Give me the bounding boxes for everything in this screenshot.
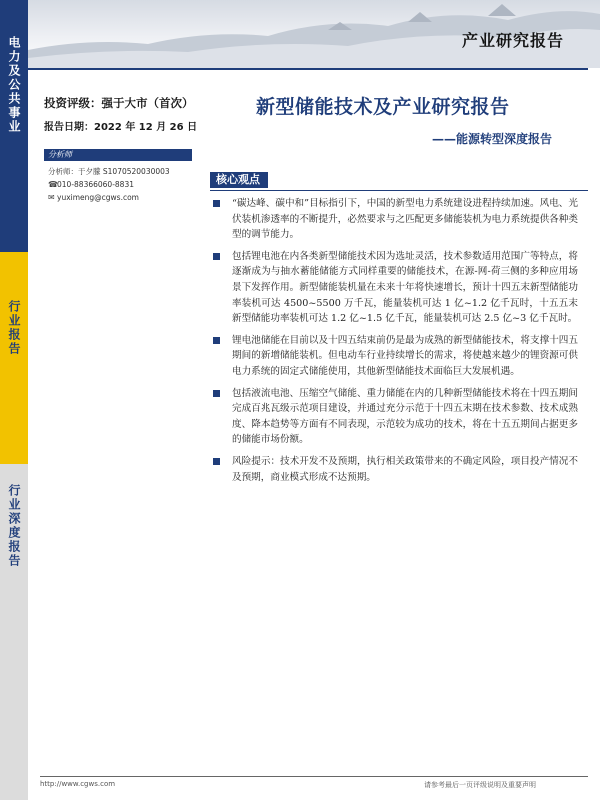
- analyst-email: ✉ yuximeng@cgws.com: [48, 193, 139, 202]
- header-divider: [28, 68, 588, 70]
- list-item: [210, 386, 578, 448]
- mail-icon: ✉: [48, 193, 55, 202]
- core-viewpoint-divider: [210, 190, 588, 191]
- list-item-text: 包括锂电池在内各类新型储能技术因为选址灵活，技术参数适用范围广等特点，将逐渐成为与抽水蓄能储能方式同样重要的储能技术，在源-网-荷三侧的多种应用场景下发挥作用。新型储能装机量在未来十年将快速增长，预计十四五末新型储能功率装机可达 4500~5500 万千瓦，能量装机可达 1 亿~1.2 亿千瓦时，十五五末新型储能功率装机可达 1.2 亿~1.5 亿千瓦，能量装机可达 2.5 亿~3 亿千瓦时。: [232, 250, 578, 325]
- report-date: 报告日期：2022 年 12 月 26 日: [44, 122, 198, 133]
- square-bullet-icon: [213, 390, 220, 397]
- list-item: [210, 454, 578, 485]
- report-subtitle: ——能源转型深度报告: [432, 132, 553, 146]
- sidebar-sector-block: [0, 0, 28, 252]
- core-viewpoint-heading: 核心观点: [210, 172, 268, 188]
- sidebar-deep-report-label: 行业深度报告: [7, 484, 21, 568]
- sidebar-report-label: 行业报告: [7, 300, 21, 356]
- core-viewpoint-list: [210, 196, 578, 491]
- phone-icon: ☎: [48, 180, 58, 189]
- sidebar-deep-report-block: [0, 464, 28, 800]
- list-item: [210, 333, 578, 380]
- square-bullet-icon: [213, 458, 220, 465]
- left-sidebar: [0, 0, 28, 800]
- sidebar-sector-label: 电力及公共事业: [7, 36, 21, 134]
- list-item-text: 包括液流电池、压缩空气储能、重力储能在内的几种新型储能技术将在十四五期间完成百兆瓦级示范项目建设，并通过充分示范于十四五末期在技术参数、技术成熟度、降本趋势等方面有不同表现，示范较为成功的技术，将在十五五期间占据更多的储能市场份额。: [232, 387, 578, 446]
- analyst-phone: ☎010-88366060-8831: [48, 180, 134, 189]
- square-bullet-icon: [213, 200, 220, 207]
- footer-website-link[interactable]: http://www.cgws.com: [40, 780, 116, 788]
- investment-rating: 投资评级：强于大市（首次）: [44, 96, 194, 110]
- list-item: [210, 249, 578, 327]
- footer-divider: [40, 776, 588, 777]
- header-banner: [28, 0, 600, 68]
- list-item-text: 锂电池储能在目前以及十四五结束前仍是最为成熟的新型储能技术，将支撑十四五期间的新增储能装机。但电动车行业持续增长的需求，将使越来越少的锂资源可供电力系统的固定式储能使用，其他新型储能技术面临巨大发展机遇。: [232, 334, 578, 377]
- list-item: [210, 196, 578, 243]
- report-main-title: 新型储能技术及产业研究报告: [256, 96, 510, 118]
- square-bullet-icon: [213, 337, 220, 344]
- analyst-section-header: 分析师: [44, 149, 192, 161]
- footer-disclaimer: 请参考最后一页评级说明及重要声明: [424, 781, 536, 789]
- square-bullet-icon: [213, 253, 220, 260]
- sidebar-report-block: [0, 252, 28, 464]
- list-item-text: “碳达峰、碳中和”目标指引下，中国的新型电力系统建设进程持续加速。风电、光伏装机渗透率的不断提升，必然要求与之匹配更多储能装机为电力系统提供各种类型的调节能力。: [232, 198, 578, 241]
- list-item-text: 风险提示：技术开发不及预期，执行相关政策带来的不确定风险，项目投产情况不及预期，商业模式形成不达预期。: [232, 455, 578, 483]
- report-type-title: 产业研究报告: [461, 31, 564, 50]
- analyst-name: 分析师：于夕朦 S1070520030003: [48, 167, 170, 176]
